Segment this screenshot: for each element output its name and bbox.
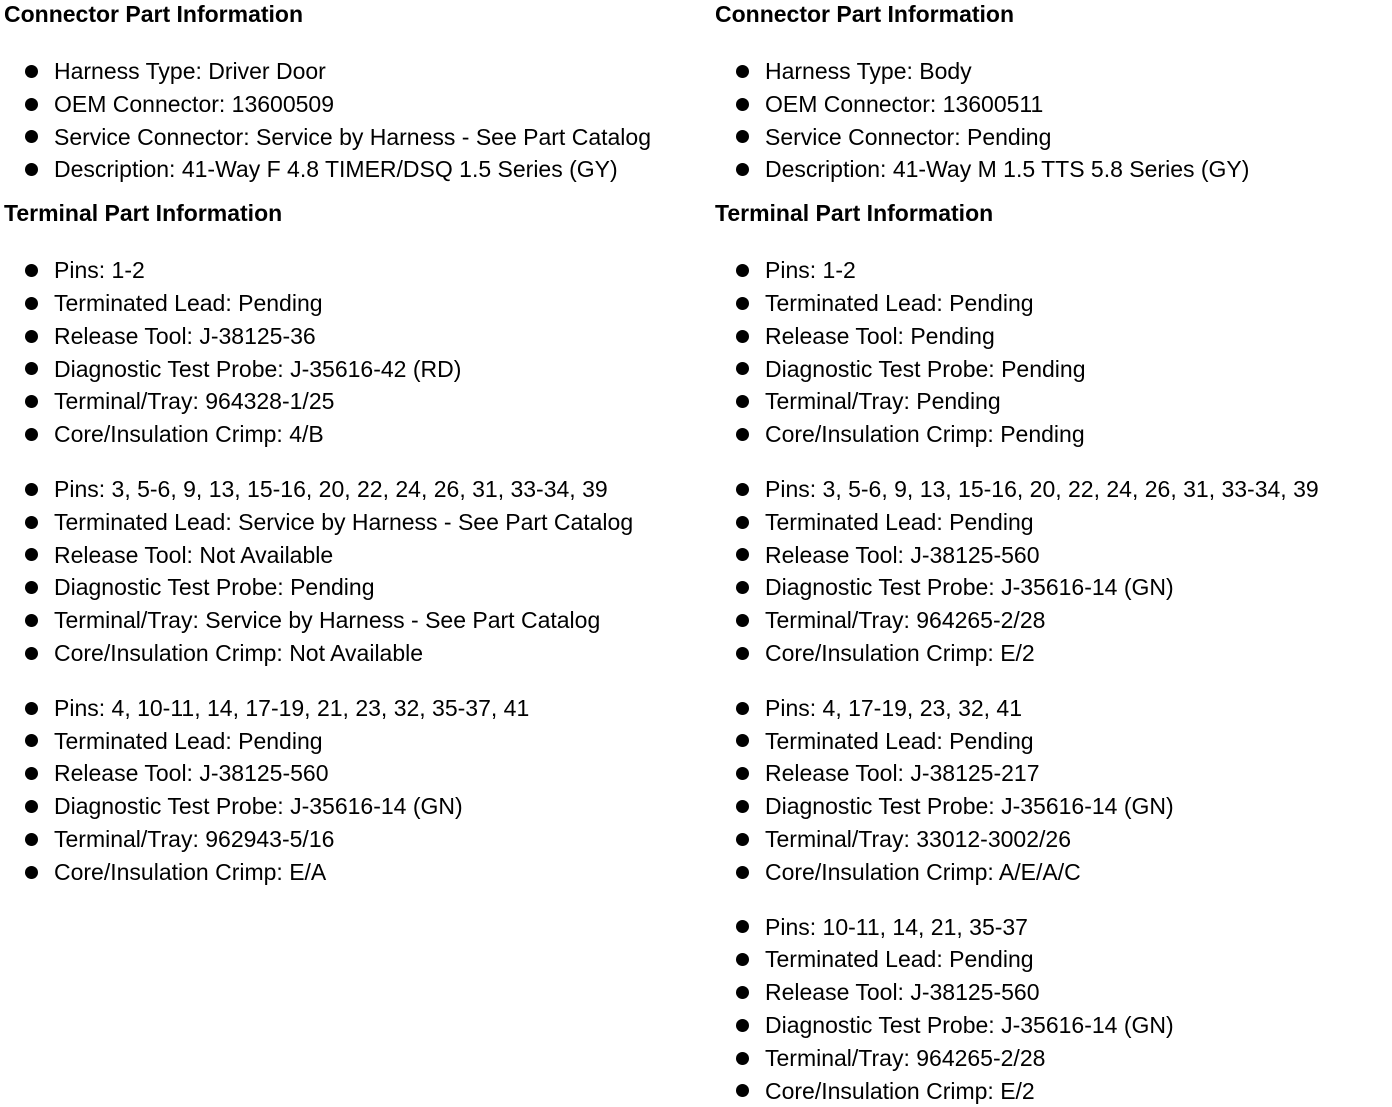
connector-heading: Connector Part Information xyxy=(715,1,1015,27)
item-text: Diagnostic Test Probe: J-35616-14 (GN) xyxy=(765,1011,1174,1038)
item-text: Service Connector: Pending xyxy=(765,123,1052,150)
bullet-icon xyxy=(736,1084,749,1097)
item-text: Harness Type: Driver Door xyxy=(54,58,326,84)
item-text: Terminal/Tray: 33012-3002/26 xyxy=(765,825,1071,852)
list-item xyxy=(715,976,1385,1009)
terminal-group xyxy=(4,473,704,670)
item-text: Release Tool: J-38125-36 xyxy=(54,322,316,349)
item-text: Release Tool: J-38125-560 xyxy=(54,760,329,787)
bullet-icon xyxy=(25,428,38,441)
bullet-icon xyxy=(25,800,38,813)
bullet-icon xyxy=(736,647,749,660)
bullet-icon xyxy=(25,297,38,310)
terminal-heading: Terminal Part Information xyxy=(715,200,994,227)
terminal-group xyxy=(715,473,1385,670)
bullet-icon xyxy=(25,130,38,143)
bullet-icon xyxy=(736,866,749,879)
bullet-icon xyxy=(736,428,749,441)
bullet-icon xyxy=(25,516,38,529)
list-item xyxy=(4,88,704,121)
terminal-group xyxy=(4,254,704,451)
bullet-icon xyxy=(736,1019,749,1032)
list-item xyxy=(715,153,1385,186)
item-text: Release Tool: J-38125-560 xyxy=(765,979,1040,1006)
item-text: Terminated Lead: Pending xyxy=(54,727,323,754)
bullet-icon xyxy=(736,920,749,933)
list-item xyxy=(715,943,1385,976)
item-text: Release Tool: Not Available xyxy=(54,541,334,568)
bullet-icon xyxy=(736,264,749,277)
item-text: Diagnostic Test Probe: Pending xyxy=(765,355,1086,382)
list-item xyxy=(4,473,704,506)
bullet-icon xyxy=(736,362,749,375)
list-item xyxy=(4,353,704,386)
list-item xyxy=(4,254,704,287)
item-text: OEM Connector: 13600511 xyxy=(765,90,1044,117)
list-item xyxy=(4,637,704,670)
item-text: Terminal/Tray: 962943-5/16 xyxy=(54,825,335,852)
bullet-icon xyxy=(736,516,749,529)
list-item xyxy=(715,121,1385,154)
item-text: Terminal/Tray: Pending xyxy=(765,388,1001,415)
bullet-icon xyxy=(736,767,749,780)
right-column xyxy=(715,0,1385,1107)
bullet-icon xyxy=(25,483,38,496)
bullet-icon xyxy=(25,163,38,176)
item-text: Diagnostic Test Probe: Pending xyxy=(54,574,375,601)
list-item xyxy=(715,1042,1385,1075)
list-item xyxy=(715,418,1385,451)
bullet-icon xyxy=(25,548,38,561)
list-item xyxy=(715,725,1385,758)
bullet-icon xyxy=(736,130,749,143)
bullet-icon xyxy=(736,953,749,966)
item-text: Release Tool: J-38125-217 xyxy=(765,760,1040,787)
item-text: Terminated Lead: Pending xyxy=(765,289,1034,316)
bullet-icon xyxy=(736,297,749,310)
list-item xyxy=(715,1009,1385,1042)
list-item xyxy=(4,539,704,572)
item-text: Terminal/Tray: Service by Harness - See Part Catalog xyxy=(54,607,601,634)
left-column xyxy=(4,0,704,889)
list-item xyxy=(715,320,1385,353)
bullet-icon xyxy=(25,65,38,78)
item-text: Terminated Lead: Pending xyxy=(765,508,1034,535)
list-item xyxy=(715,637,1385,670)
list-item xyxy=(715,1075,1385,1107)
list-item xyxy=(715,856,1385,889)
list-item xyxy=(715,911,1385,944)
connector-info-list xyxy=(715,55,1385,186)
bullet-icon xyxy=(25,330,38,343)
item-text: Diagnostic Test Probe: J-35616-14 (GN) xyxy=(765,574,1174,601)
terminal-group xyxy=(715,692,1385,889)
bullet-icon xyxy=(736,986,749,999)
item-text: Pins: 1-2 xyxy=(54,257,145,284)
list-item xyxy=(4,757,704,790)
list-item xyxy=(715,757,1385,790)
bullet-icon xyxy=(736,548,749,561)
item-text: Release Tool: Pending xyxy=(765,322,995,349)
item-text: Terminal/Tray: 964265-2/28 xyxy=(765,607,1046,634)
item-text: Pins: 4, 10-11, 14, 17-19, 21, 23, 32, 35-37, 41 xyxy=(54,694,530,721)
bullet-icon xyxy=(25,264,38,277)
item-text: Pins: 3, 5-6, 9, 13, 15-16, 20, 22, 24, 26, 31, 33-34, 39 xyxy=(54,475,608,502)
list-item xyxy=(715,790,1385,823)
item-text: Service Connector: Service by Harness - See Part Catalog xyxy=(54,123,651,150)
item-text: Diagnostic Test Probe: J-35616-42 (RD) xyxy=(54,355,462,382)
list-item xyxy=(715,692,1385,725)
item-text: Terminated Lead: Pending xyxy=(765,727,1034,754)
bullet-icon xyxy=(25,395,38,408)
list-item xyxy=(715,506,1385,539)
bullet-icon xyxy=(736,483,749,496)
list-item xyxy=(4,418,704,451)
bullet-icon xyxy=(736,65,749,78)
item-text: Core/Insulation Crimp: Pending xyxy=(765,421,1085,448)
item-text: Terminal/Tray: 964328-1/25 xyxy=(54,388,335,415)
item-text: Pins: 3, 5-6, 9, 13, 15-16, 20, 22, 24, 26, 31, 33-34, 39 xyxy=(765,475,1319,502)
list-item xyxy=(715,571,1385,604)
list-item xyxy=(715,55,1385,88)
list-item xyxy=(4,725,704,758)
list-item xyxy=(4,692,704,725)
list-item xyxy=(4,506,704,539)
bullet-icon xyxy=(25,702,38,715)
connector-heading: Connector Part Information xyxy=(4,1,304,27)
list-item xyxy=(4,153,704,186)
item-text: Description: 41-Way M 1.5 TTS 5.8 Series (GY) xyxy=(765,156,1250,183)
item-text: Description: 41-Way F 4.8 TIMER/DSQ 1.5 Series (GY) xyxy=(54,156,618,183)
list-item xyxy=(4,287,704,320)
bullet-icon xyxy=(25,98,38,111)
list-item xyxy=(4,121,704,154)
bullet-icon xyxy=(736,581,749,594)
list-item xyxy=(715,287,1385,320)
bullet-icon xyxy=(25,581,38,594)
bullet-icon xyxy=(25,647,38,660)
bullet-icon xyxy=(25,866,38,879)
terminal-group xyxy=(715,911,1385,1107)
item-text: Terminal/Tray: 964265-2/28 xyxy=(765,1044,1046,1071)
list-item xyxy=(715,254,1385,287)
item-text: Pins: 4, 17-19, 23, 32, 41 xyxy=(765,694,1023,721)
item-text: Harness Type: Body xyxy=(765,58,972,84)
item-text: Core/Insulation Crimp: A/E/A/C xyxy=(765,858,1081,885)
bullet-icon xyxy=(25,614,38,627)
item-text: Pins: 1-2 xyxy=(765,257,856,284)
bullet-icon xyxy=(736,734,749,747)
connector-info-list xyxy=(4,55,704,186)
bullet-icon xyxy=(736,1052,749,1065)
terminal-group xyxy=(715,254,1385,451)
list-item xyxy=(715,539,1385,572)
list-item xyxy=(715,473,1385,506)
list-item xyxy=(4,385,704,418)
bullet-icon xyxy=(736,614,749,627)
list-item xyxy=(4,856,704,889)
bullet-icon xyxy=(736,833,749,846)
item-text: Terminated Lead: Pending xyxy=(54,289,323,316)
list-item xyxy=(715,353,1385,386)
item-text: Core/Insulation Crimp: E/2 xyxy=(765,639,1035,666)
item-text: OEM Connector: 13600509 xyxy=(54,90,335,117)
list-item xyxy=(4,823,704,856)
bullet-icon xyxy=(25,362,38,375)
item-text: Diagnostic Test Probe: J-35616-14 (GN) xyxy=(765,793,1174,820)
item-text: Core/Insulation Crimp: E/A xyxy=(54,858,327,885)
terminal-group xyxy=(4,692,704,889)
item-text: Terminated Lead: Service by Harness - See Part Catalog xyxy=(54,508,634,535)
list-item xyxy=(4,55,704,88)
bullet-icon xyxy=(25,767,38,780)
bullet-icon xyxy=(736,330,749,343)
list-item xyxy=(715,604,1385,637)
list-item xyxy=(715,823,1385,856)
bullet-icon xyxy=(736,163,749,176)
item-text: Release Tool: J-38125-560 xyxy=(765,541,1040,568)
item-text: Core/Insulation Crimp: Not Available xyxy=(54,639,424,666)
item-text: Core/Insulation Crimp: E/2 xyxy=(765,1077,1035,1104)
bullet-icon xyxy=(25,833,38,846)
item-text: Pins: 10-11, 14, 21, 35-37 xyxy=(765,913,1028,940)
item-text: Terminated Lead: Pending xyxy=(765,946,1034,973)
bullet-icon xyxy=(736,800,749,813)
list-item xyxy=(4,790,704,823)
bullet-icon xyxy=(736,702,749,715)
bullet-icon xyxy=(25,734,38,747)
list-item xyxy=(715,385,1385,418)
list-item xyxy=(4,571,704,604)
list-item xyxy=(715,88,1385,121)
bullet-icon xyxy=(736,98,749,111)
terminal-heading: Terminal Part Information xyxy=(4,200,283,227)
list-item xyxy=(4,604,704,637)
item-text: Core/Insulation Crimp: 4/B xyxy=(54,421,324,448)
bullet-icon xyxy=(736,395,749,408)
list-item xyxy=(4,320,704,353)
item-text: Diagnostic Test Probe: J-35616-14 (GN) xyxy=(54,793,463,820)
